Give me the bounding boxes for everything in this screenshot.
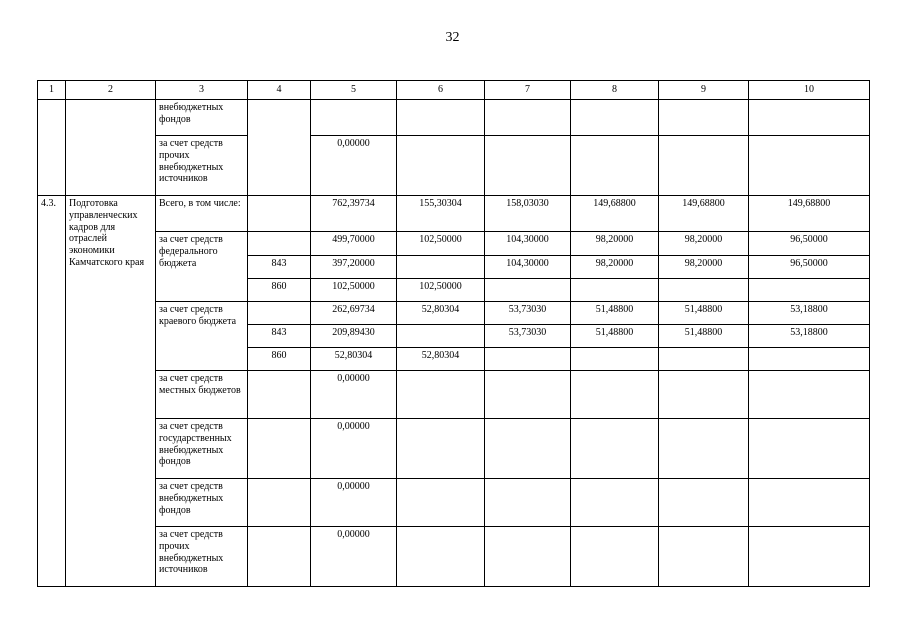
value-cell bbox=[397, 325, 485, 348]
header-cell: 7 bbox=[485, 81, 571, 100]
code-cell: 843 bbox=[248, 325, 311, 348]
value-cell: 102,50000 bbox=[311, 279, 397, 302]
value-cell bbox=[571, 100, 659, 136]
value-cell: 53,73030 bbox=[485, 302, 571, 325]
value-cell: 149,68800 bbox=[659, 196, 749, 232]
header-cell: 2 bbox=[66, 81, 156, 100]
code-cell bbox=[248, 100, 311, 196]
value-cell bbox=[397, 371, 485, 419]
value-cell bbox=[749, 279, 870, 302]
section-description: Подготовка управленческих кадров для отраслей экономики Камчатского края bbox=[66, 196, 156, 587]
row-label: за счет средств краевого бюджета bbox=[156, 302, 248, 371]
value-cell bbox=[571, 527, 659, 587]
value-cell: 52,80304 bbox=[397, 348, 485, 371]
row-label: за счет средств федерального бюджета bbox=[156, 232, 248, 302]
value-cell bbox=[749, 136, 870, 196]
value-cell bbox=[485, 419, 571, 479]
value-cell: 96,50000 bbox=[749, 232, 870, 256]
value-cell: 149,68800 bbox=[571, 196, 659, 232]
value-cell bbox=[397, 100, 485, 136]
value-cell: 98,20000 bbox=[659, 232, 749, 256]
value-cell: 51,48800 bbox=[659, 302, 749, 325]
header-cell: 8 bbox=[571, 81, 659, 100]
row-label: за счет средств прочих внебюджетных источников bbox=[156, 527, 248, 587]
value-cell: 102,50000 bbox=[397, 279, 485, 302]
value-cell: 0,00000 bbox=[311, 419, 397, 479]
value-cell: 98,20000 bbox=[571, 232, 659, 256]
value-cell bbox=[397, 419, 485, 479]
table-row bbox=[38, 302, 870, 325]
table-row bbox=[38, 232, 870, 256]
value-cell: 98,20000 bbox=[571, 256, 659, 279]
section-index: 4.3. bbox=[38, 196, 66, 587]
value-cell bbox=[749, 479, 870, 527]
value-cell bbox=[749, 527, 870, 587]
value-cell bbox=[659, 136, 749, 196]
value-cell: 96,50000 bbox=[749, 256, 870, 279]
row-label: Всего, в том числе: bbox=[156, 196, 248, 232]
value-cell: 52,80304 bbox=[397, 302, 485, 325]
value-cell bbox=[749, 419, 870, 479]
value-cell bbox=[571, 348, 659, 371]
value-cell bbox=[659, 100, 749, 136]
table-row bbox=[38, 371, 870, 419]
code-cell: 860 bbox=[248, 279, 311, 302]
table-row bbox=[38, 527, 870, 587]
code-cell: 860 bbox=[248, 348, 311, 371]
table-row-total bbox=[38, 196, 870, 232]
value-cell: 104,30000 bbox=[485, 256, 571, 279]
value-cell: 158,03030 bbox=[485, 196, 571, 232]
header-cell: 6 bbox=[397, 81, 485, 100]
header-cell: 4 bbox=[248, 81, 311, 100]
value-cell bbox=[485, 527, 571, 587]
value-cell: 51,48800 bbox=[659, 325, 749, 348]
value-cell: 0,00000 bbox=[311, 371, 397, 419]
value-cell: 0,00000 bbox=[311, 527, 397, 587]
value-cell bbox=[659, 279, 749, 302]
table-row bbox=[38, 479, 870, 527]
value-cell bbox=[571, 419, 659, 479]
header-cell: 10 bbox=[749, 81, 870, 100]
value-cell: 51,48800 bbox=[571, 302, 659, 325]
code-cell bbox=[248, 302, 311, 325]
value-cell bbox=[749, 371, 870, 419]
value-cell: 53,73030 bbox=[485, 325, 571, 348]
row-label: за счет средств государственных внебюджетных фондов bbox=[156, 419, 248, 479]
value-cell bbox=[485, 479, 571, 527]
value-cell bbox=[485, 100, 571, 136]
value-cell: 155,30304 bbox=[397, 196, 485, 232]
value-cell: 209,89430 bbox=[311, 325, 397, 348]
value-cell: 0,00000 bbox=[311, 136, 397, 196]
value-cell: 98,20000 bbox=[659, 256, 749, 279]
value-cell: 53,18800 bbox=[749, 325, 870, 348]
code-cell: 843 bbox=[248, 256, 311, 279]
value-cell bbox=[311, 100, 397, 136]
value-cell: 762,39734 bbox=[311, 196, 397, 232]
value-cell bbox=[571, 279, 659, 302]
row-label: внебюджетных фондов bbox=[156, 100, 248, 136]
value-cell bbox=[397, 479, 485, 527]
value-cell bbox=[485, 136, 571, 196]
page-number: 32 bbox=[445, 30, 460, 45]
value-cell: 397,20000 bbox=[311, 256, 397, 279]
header-cell: 1 bbox=[38, 81, 66, 100]
row-label: за счет средств внебюджетных фондов bbox=[156, 479, 248, 527]
code-cell bbox=[248, 232, 311, 256]
value-cell: 499,70000 bbox=[311, 232, 397, 256]
code-cell bbox=[248, 371, 311, 419]
table-row bbox=[38, 136, 870, 196]
value-cell: 102,50000 bbox=[397, 232, 485, 256]
row-label: за счет средств прочих внебюджетных источников bbox=[156, 136, 248, 196]
blank-cell bbox=[66, 100, 156, 196]
value-cell: 262,69734 bbox=[311, 302, 397, 325]
value-cell bbox=[659, 371, 749, 419]
code-cell bbox=[248, 527, 311, 587]
code-cell bbox=[248, 419, 311, 479]
value-cell: 0,00000 bbox=[311, 479, 397, 527]
blank-cell bbox=[38, 100, 66, 196]
value-cell bbox=[749, 100, 870, 136]
value-cell bbox=[485, 348, 571, 371]
header-row bbox=[38, 81, 870, 100]
table-row bbox=[38, 419, 870, 479]
code-cell bbox=[248, 479, 311, 527]
value-cell bbox=[571, 136, 659, 196]
value-cell bbox=[659, 419, 749, 479]
value-cell: 51,48800 bbox=[571, 325, 659, 348]
table-row bbox=[38, 100, 870, 136]
value-cell bbox=[659, 479, 749, 527]
value-cell bbox=[571, 371, 659, 419]
budget-table bbox=[37, 80, 870, 587]
value-cell: 104,30000 bbox=[485, 232, 571, 256]
header-cell: 5 bbox=[311, 81, 397, 100]
value-cell bbox=[397, 256, 485, 279]
code-cell bbox=[248, 196, 311, 232]
value-cell bbox=[397, 527, 485, 587]
value-cell bbox=[659, 348, 749, 371]
value-cell bbox=[485, 371, 571, 419]
header-cell: 9 bbox=[659, 81, 749, 100]
value-cell bbox=[749, 348, 870, 371]
value-cell bbox=[571, 479, 659, 527]
value-cell bbox=[485, 279, 571, 302]
value-cell: 149,68800 bbox=[749, 196, 870, 232]
value-cell: 53,18800 bbox=[749, 302, 870, 325]
header-cell: 3 bbox=[156, 81, 248, 100]
value-cell bbox=[659, 527, 749, 587]
value-cell: 52,80304 bbox=[311, 348, 397, 371]
value-cell bbox=[397, 136, 485, 196]
row-label: за счет средств местных бюджетов bbox=[156, 371, 248, 419]
